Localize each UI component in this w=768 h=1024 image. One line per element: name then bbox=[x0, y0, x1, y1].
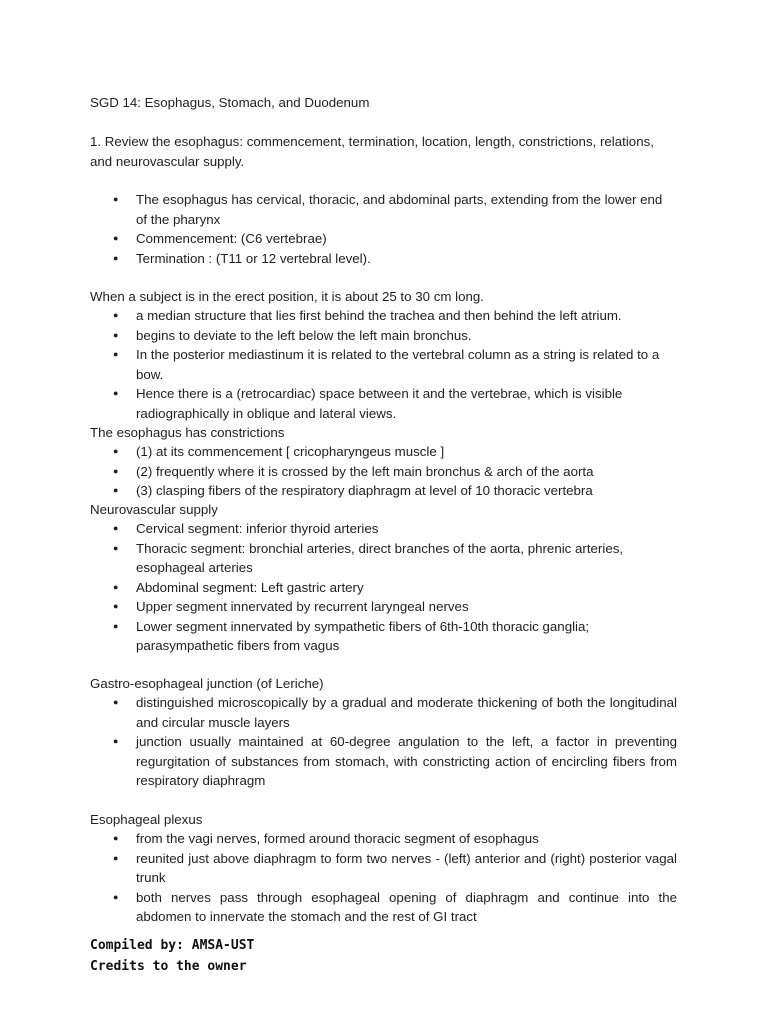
list-item: ● In the posterior mediastinum it is related to the vertebral column as a string is related to a bow. bbox=[90, 345, 677, 384]
length-list bbox=[90, 306, 677, 423]
gej-list bbox=[90, 693, 677, 791]
list-item: ● a median structure that lies first behind the trachea and then behind the left atrium. bbox=[90, 306, 677, 326]
neurovascular-heading: Neurovascular supply bbox=[90, 502, 218, 517]
constrictions-list bbox=[90, 442, 677, 501]
list-item: ● Thoracic segment: bronchial arteries, direct branches of the aorta, phrenic arteries, esophageal arteries bbox=[90, 539, 677, 578]
question-1: 1. Review the esophagus: commencement, termination, location, length, constrictions, relations, and neurovascular supply. bbox=[90, 134, 654, 169]
list-item: ● Cervical segment: inferior thyroid arteries bbox=[90, 519, 677, 539]
list-item: ● both nerves pass through esophageal opening of diaphragm and continue into the abdomen to innervate the stomach and the rest of GI tract bbox=[90, 888, 677, 927]
list-item: ● Abdominal segment: Left gastric artery bbox=[90, 578, 677, 598]
list-item: ● from the vagi nerves, formed around thoracic segment of esophagus bbox=[90, 829, 677, 849]
list-item: ● begins to deviate to the left below the left main bronchus. bbox=[90, 326, 677, 346]
intro-list bbox=[90, 190, 677, 268]
list-item: ● Lower segment innervated by sympathetic fibers of 6th-10th thoracic ganglia; parasympathetic fibers from vagus bbox=[90, 617, 677, 656]
compiled-by: Compiled by: AMSA-UST bbox=[90, 938, 255, 953]
length-paragraph: When a subject is in the erect position, it is about 25 to 30 cm long. bbox=[90, 289, 484, 304]
list-item: ● Upper segment innervated by recurrent laryngeal nerves bbox=[90, 597, 677, 617]
credits-line: Credits to the owner bbox=[90, 959, 247, 974]
constrictions-heading: The esophagus has constrictions bbox=[90, 425, 285, 440]
plexus-list bbox=[90, 829, 677, 927]
list-item: ● Hence there is a (retrocardiac) space between it and the vertebrae, which is visible radiographically in oblique and lateral views. bbox=[90, 384, 677, 423]
list-item: ● reunited just above diaphragm to form two nerves - (left) anterior and (right) posterior vagal trunk bbox=[90, 849, 677, 888]
neurovascular-list bbox=[90, 519, 677, 656]
list-item: ● (3) clasping fibers of the respiratory diaphragm at level of 10 thoracic vertebra bbox=[90, 481, 677, 501]
list-item: ● distinguished microscopically by a gradual and moderate thickening of both the longitudinal and circular muscle layers bbox=[90, 693, 677, 732]
list-item: ● junction usually maintained at 60-degree angulation to the left, a factor in preventing regurgitation of substances from stomach, with constricting action of encircling fibers from respiratory diaphragm bbox=[90, 732, 677, 791]
list-item: ● (1) at its commencement [ cricopharyngeus muscle ] bbox=[90, 442, 677, 462]
list-item: ● (2) frequently where it is crossed by the left main bronchus & arch of the aorta bbox=[90, 462, 677, 482]
plexus-heading: Esophageal plexus bbox=[90, 812, 203, 827]
document-title: SGD 14: Esophagus, Stomach, and Duodenum bbox=[90, 95, 370, 110]
gej-heading: Gastro-esophageal junction (of Leriche) bbox=[90, 676, 324, 691]
list-item: ● Commencement: (C6 vertebrae) bbox=[90, 229, 677, 249]
list-item: ● Termination : (T11 or 12 vertebral level). bbox=[90, 249, 677, 269]
list-item: ● The esophagus has cervical, thoracic, and abdominal parts, extending from the lower end of the pharynx bbox=[90, 190, 677, 229]
